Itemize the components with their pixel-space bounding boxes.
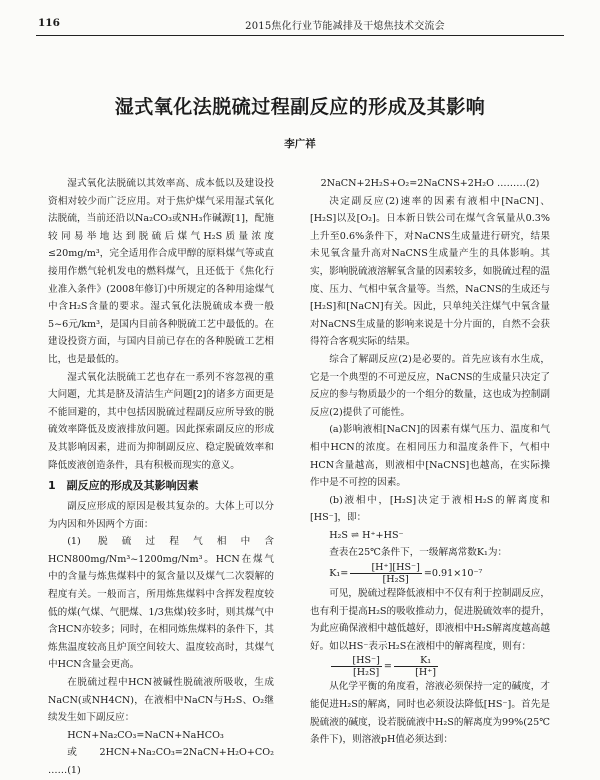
- paragraph: 查表在25℃条件下，一级解离常数K₁为：: [329, 547, 508, 559]
- fraction-numerator: [H⁺][HS⁻]: [350, 562, 422, 574]
- fraction-numerator: [HS⁻]: [331, 655, 382, 667]
- paragraph: (1) 脱硫过程气相中含HCN800mg/Nm³~1200mg/Nm³。HCN在煤气中的含量与炼焦煤料中的氮含量以及煤气二次裂解的程度有关。一般而言，所用炼焦煤料中含挥发程度较低的煤(气煤、气肥煤、1/3焦煤)较多时，则其煤气中含HCN亦较多；同时，在相同炼焦煤料的条件下，其炼焦温度较高且炉顶空间较大、温度较高时，其煤气中HCN含量会更高。: [48, 536, 274, 671]
- paragraph: 可见，脱硫过程降低液相中不仅有利于控制副反应，也有利于提高H₂S的吸收推动力，促进脱硫效率的提升，为此应确保液相中越低越好，即液相中H₂S解离度越高越好。如以HS⁻表示H₂S在液相中的解离程度，则有：: [310, 588, 550, 652]
- fraction-denominator: [H⁺]: [415, 667, 437, 679]
- equation: HCN+Na₂CO₃=NaCN+NaHCO₃: [67, 729, 224, 741]
- paragraph: (b)液相中，[H₂S]决定于液相H₂S的解离度和[HS⁻]，即：: [310, 494, 550, 524]
- paragraph: (a)影响液相[NaCN]的因素有煤气压力、温度和气相中HCN的浓度。在相同压力和温度条件下，气相中HCN含量越高，则液相中[NaCNS]也越高，在实际操作中是不可控的因素。: [310, 424, 550, 489]
- fraction: [350, 562, 422, 585]
- equation: 或 2HCN+Na₂CO₃=2NaCN+H₂O+CO₂ ……(1): [48, 747, 274, 776]
- paragraph: 从化学平衡的角度看，溶液必须保持一定的碱度，才能促进H₂S的解离，同时也必须设法降低[HS⁻]。首先是脱硫液的碱度，设若脱硫液中H₂S的解离度为99%(25℃条件下)，则溶液pH值必须达到：: [310, 681, 550, 746]
- paragraph: 副反应形成的原因是极其复杂的。大体上可以分为内因和外因两个方面：: [48, 501, 274, 530]
- paragraph: 综合了解副反应(2)是必要的。首先应该有水生成，它是一个典型的不可逆反应，NaCNS的生成量只决定了反应的参与物质最少的一个组分的数量，这也成为控制副反应(2)提供了可能性。: [310, 353, 550, 418]
- right-column: [310, 175, 550, 749]
- running-head: 2015焦化行业节能减排及干熄焦技术交流会: [245, 21, 445, 32]
- equation-k1: [310, 562, 550, 585]
- section-heading: 1 副反应的形成及其影响因素: [48, 479, 199, 493]
- fraction: [394, 655, 438, 678]
- paragraph: 决定副反应(2)速率的因素有液相中[NaCN]、[H₂S]以及[O₂]。日本新日铁公司在煤气含氧量从0.3%上升至0.6%条件下，对NaCNS生成量进行研究，结果未见氧含量升高对NaCNS生成量产生的具体影响。其实，影响脱硫液溶解氧含量的因素较多，如脱硫过程的温度、压力、气相中氧含量等。当然，NaCNS的生成还与[H₂S]和[NaCN]有关。因此，只单纯关注煤气中氧含量对NaCNS生成量的影响来说是十分片面的，自然不会获得符合客观实际的结果。: [310, 195, 550, 348]
- paper-title: 湿式氧化法脱硫过程副反应的形成及其影响: [114, 96, 486, 118]
- paragraph: 湿式氧化法脱硫以其效率高、成本低以及建设投资相对较少而广泛应用。对于焦炉煤气采用湿式氧化法脱硫，当前还沿以Na₂CO₃或NH₃作碱源[1]，配施较同易举地达到脱硫后煤气H₂S质量浓度≤20mg/m³，完全适用作合成甲醇的原料煤气等或直接用作燃气轮机发电的燃料煤气，且还低于《焦化行业准入条件》(2008年修订)中所规定的各种用途煤气中含H₂S含量的要求。湿式氧化法脱硫成本费一般5~6元/km³，是国内目前各种脱硫工艺中最低的。在建设投资方面，与国内目前已存在的各种脱硫工艺相比，也是最低的。: [48, 178, 274, 365]
- equation-rhs: =0.91×10⁻⁷: [423, 568, 483, 580]
- fraction-numerator: K₁: [394, 655, 438, 667]
- fraction: [331, 655, 382, 678]
- paragraph: 在脱硫过程中HCN被碱性脱硫液所吸收，生成NaCN(或NH4CN)，在液相中NaCN与H₂S、O₂继续发生如下副反应：: [48, 677, 274, 724]
- paragraph: 湿式氧化法脱硫工艺也存在一系列不容忽视的重大问题，尤其是脐及清洁生产问题[2]的诸多方面更是不能回避的，其中包括因脱硫过程副反应所导致的脱硫效率降低及废液排放问题。因此探索副反应的形成及其影响因素，进而为抑制副反应、稳定脱硫效率和降低废液创造条件，具有积极而现实的意义。: [48, 371, 274, 471]
- equation-ratio: [310, 655, 550, 678]
- equals-sign: =: [383, 661, 392, 673]
- fraction-denominator: [H₂S]: [352, 667, 380, 679]
- equation: H₂S ⇌ H⁺+HS⁻: [329, 529, 404, 541]
- left-column: [48, 175, 274, 780]
- equation: 2NaCN+2H₂S+O₂=2NaCNS+2H₂O ………(2): [320, 178, 540, 189]
- page-number: 116: [38, 17, 60, 29]
- fraction-denominator: [H₂S]: [382, 574, 409, 586]
- page-header: [0, 0, 600, 40]
- author: 李广祥: [284, 138, 316, 150]
- equation-lhs: K₁=: [329, 568, 349, 580]
- header-rule: [36, 35, 564, 36]
